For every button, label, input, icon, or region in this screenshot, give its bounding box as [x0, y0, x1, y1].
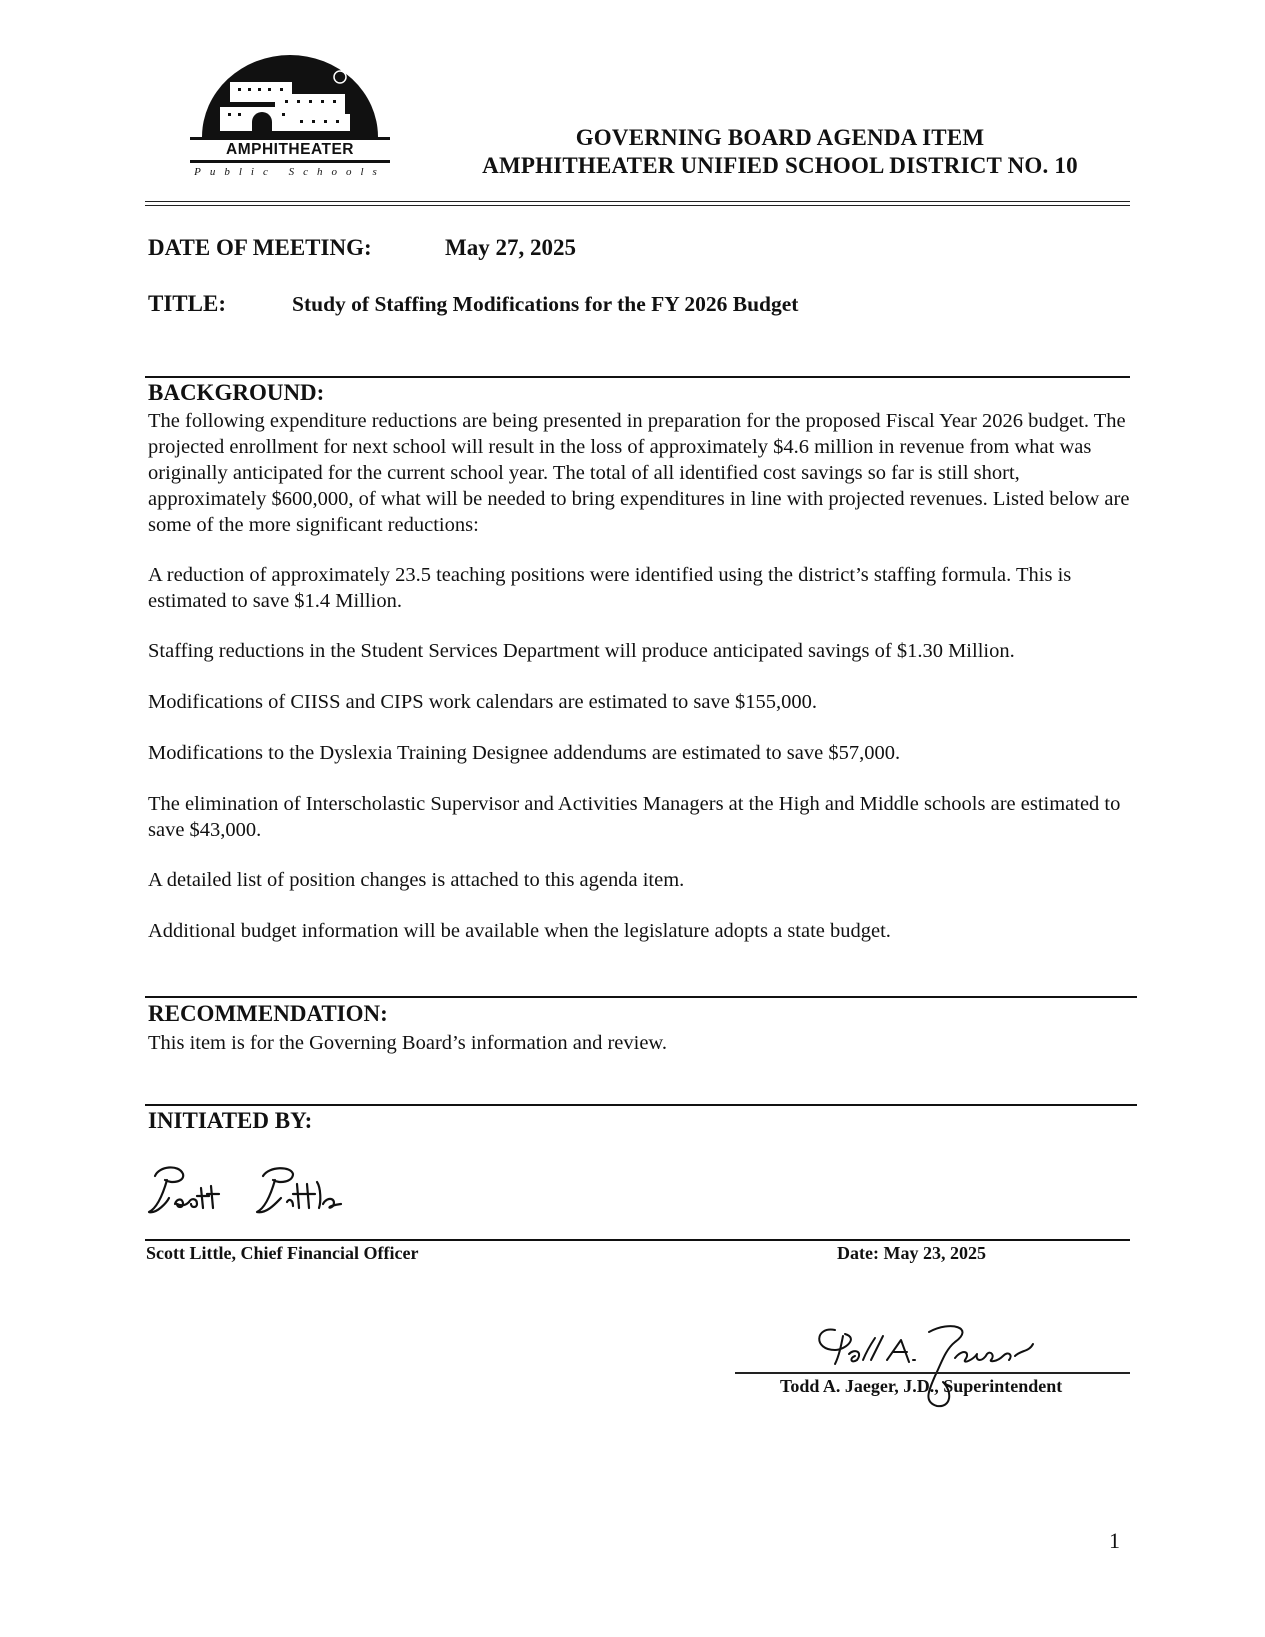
- district-name-heading: AMPHITHEATER UNIFIED SCHOOL DISTRICT NO. 10: [482, 153, 1078, 178]
- background-paragraph-5: Modifications to the Dyslexia Training Designee addendums are estimated to save $57,000.: [148, 742, 901, 764]
- header-divider-bottom: [145, 205, 1130, 206]
- background-paragraph-3: Staffing reductions in the Student Services Department will produce anticipated savings of $1.30 Million.: [148, 640, 1015, 662]
- initiated-heading: INITIATED BY:: [148, 1108, 313, 1133]
- cfo-name: Scott Little, Chief Financial Officer: [146, 1243, 419, 1263]
- initiated-date: Date: May 23, 2025: [837, 1243, 986, 1263]
- page-number: 1: [1109, 1528, 1120, 1553]
- logo-name: AMPHITHEATER: [226, 141, 354, 158]
- recommendation-heading: RECOMMENDATION:: [148, 1001, 388, 1026]
- superintendent-signature-line: [735, 1372, 1130, 1374]
- background-paragraph-1: The following expenditure reductions are being presented in preparation for the proposed Fiscal Year 2026 budget. The projected enrollment for next school will result in the loss of approximately $4.6 million in revenue from what was originally anticipated for the current school year. The total of all identified cost savings so far is still short, approximately $600,000, of what will be needed to bring expenditures in line with projected revenues. Listed below are some of the more significant reductions:: [148, 410, 1130, 536]
- logo-subtitle: Public Schools: [194, 166, 386, 178]
- recommendation-divider: [145, 996, 1137, 998]
- recommendation-text: This item is for the Governing Board’s information and review.: [148, 1032, 668, 1054]
- background-paragraph-8: Additional budget information will be available when the legislature adopts a state budget.: [148, 920, 891, 942]
- cfo-signature: [145, 1158, 375, 1228]
- background-heading: BACKGROUND:: [148, 380, 325, 405]
- meeting-date-label: DATE OF MEETING:: [148, 235, 372, 260]
- agenda-title: Study of Staffing Modifications for the FY 2026 Budget: [292, 292, 799, 316]
- background-paragraph-4: Modifications of CIISS and CIPS work calendars are estimated to save $155,000.: [148, 691, 817, 713]
- title-label: TITLE:: [148, 291, 226, 316]
- background-divider: [145, 376, 1130, 378]
- background-paragraph-7: A detailed list of position changes is attached to this agenda item.: [148, 869, 685, 891]
- superintendent-name: Todd A. Jaeger, J.D., Superintendent: [780, 1376, 1063, 1396]
- district-logo: [190, 52, 390, 192]
- background-paragraph-6: The elimination of Interscholastic Supervisor and Activities Managers at the High and Middle schools are estimated to save $43,000.: [148, 793, 1121, 841]
- background-paragraph-2: A reduction of approximately 23.5 teaching positions were identified using the district’s staffing formula. This is estimated to save $1.4 Million.: [148, 564, 1072, 612]
- agenda-item-heading: GOVERNING BOARD AGENDA ITEM: [575, 125, 985, 150]
- signature-line: [145, 1239, 1130, 1241]
- initiated-divider: [145, 1104, 1137, 1106]
- header-divider-top: [145, 201, 1130, 202]
- meeting-date-value: May 27, 2025: [445, 235, 576, 260]
- handwritten-signature-icon: [145, 1158, 375, 1228]
